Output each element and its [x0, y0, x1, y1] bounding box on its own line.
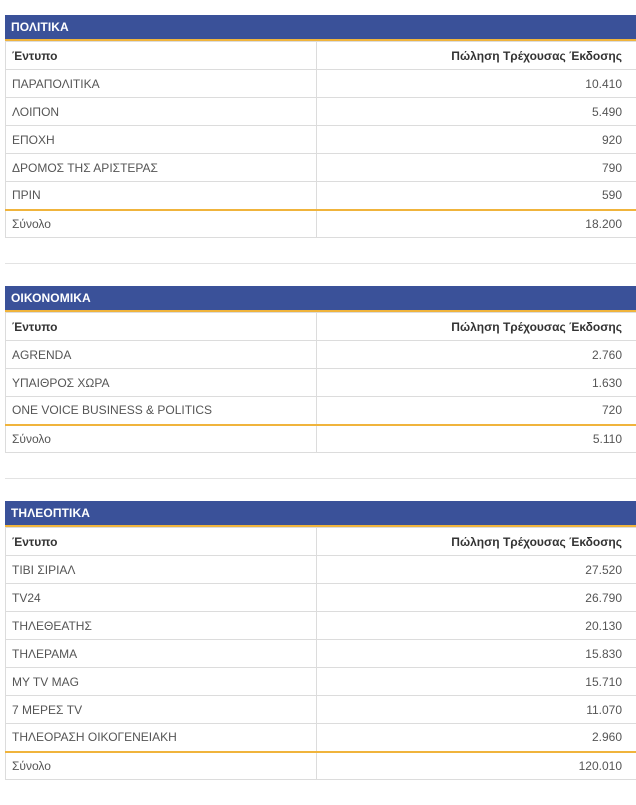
sales-value: 2.760 — [317, 341, 636, 369]
section-title: ΟΙΚΟΝΟΜΙΚΑ — [5, 286, 636, 312]
sales-value: 5.490 — [317, 98, 636, 126]
publication-name: ΤΗΛΕΘΕΑΤΗΣ — [6, 612, 317, 640]
sales-value: 26.790 — [317, 584, 636, 612]
publication-name: MY TV MAG — [6, 668, 317, 696]
table-row — [6, 584, 636, 612]
column-header-sales: Πώληση Τρέχουσας Έκδοσης — [317, 528, 636, 556]
column-header-publication: Έντυπο — [6, 313, 317, 341]
publication-name: ONE VOICE BUSINESS & POLITICS — [6, 397, 317, 425]
table-row — [6, 556, 636, 584]
publication-name: ΕΠΟΧΗ — [6, 126, 317, 154]
table-row — [6, 724, 636, 752]
section-tileoptika — [5, 501, 636, 780]
total-label: Σύνολο — [6, 210, 317, 238]
table-row — [6, 70, 636, 98]
publication-name: ΥΠΑΙΘΡΟΣ ΧΩΡΑ — [6, 369, 317, 397]
total-row — [6, 752, 636, 780]
sales-value: 920 — [317, 126, 636, 154]
publication-name: ΤΙΒΙ ΣΙΡΙΑΛ — [6, 556, 317, 584]
publication-name: ΤΗΛΕΡΑΜΑ — [6, 640, 317, 668]
sales-value: 15.710 — [317, 668, 636, 696]
table-row — [6, 668, 636, 696]
table-header-row — [6, 42, 636, 70]
section-title: ΤΗΛΕΟΠΤΙΚΑ — [5, 501, 636, 527]
table-row — [6, 182, 636, 210]
publication-name: ΠΡΙΝ — [6, 182, 317, 210]
table-row — [6, 612, 636, 640]
table-row — [6, 640, 636, 668]
sales-table — [5, 312, 636, 453]
total-row — [6, 425, 636, 453]
table-row — [6, 126, 636, 154]
table-header-row — [6, 528, 636, 556]
total-label: Σύνολο — [6, 752, 317, 780]
sales-value: 27.520 — [317, 556, 636, 584]
publication-name: 7 ΜΕΡΕΣ TV — [6, 696, 317, 724]
total-label: Σύνολο — [6, 425, 317, 453]
column-header-publication: Έντυπο — [6, 42, 317, 70]
total-value: 18.200 — [317, 210, 636, 238]
column-header-sales: Πώληση Τρέχουσας Έκδοσης — [317, 42, 636, 70]
sales-value: 790 — [317, 154, 636, 182]
table-row — [6, 154, 636, 182]
sales-value: 1.630 — [317, 369, 636, 397]
total-row — [6, 210, 636, 238]
section-title: ΠΟΛΙΤΙΚΑ — [5, 15, 636, 41]
sales-value: 2.960 — [317, 724, 636, 752]
publication-name: TV24 — [6, 584, 317, 612]
section-oikonomika — [5, 286, 636, 453]
publication-name: ΠΑΡΑΠΟΛΙΤΙΚΑ — [6, 70, 317, 98]
sales-table — [5, 41, 636, 238]
section-divider — [5, 263, 636, 264]
sales-value: 10.410 — [317, 70, 636, 98]
section-divider — [5, 478, 636, 479]
table-row — [6, 341, 636, 369]
sales-value: 20.130 — [317, 612, 636, 640]
table-row — [6, 98, 636, 126]
column-header-sales: Πώληση Τρέχουσας Έκδοσης — [317, 313, 636, 341]
section-politika — [5, 15, 636, 238]
column-header-publication: Έντυπο — [6, 528, 317, 556]
sales-value: 15.830 — [317, 640, 636, 668]
table-row — [6, 696, 636, 724]
publication-name: ΔΡΟΜΟΣ ΤΗΣ ΑΡΙΣΤΕΡΑΣ — [6, 154, 317, 182]
sales-value: 720 — [317, 397, 636, 425]
total-value: 5.110 — [317, 425, 636, 453]
table-row — [6, 369, 636, 397]
publication-name: ΤΗΛΕΟΡΑΣΗ ΟΙΚΟΓΕΝΕΙΑΚΗ — [6, 724, 317, 752]
sales-table — [5, 527, 636, 780]
publication-name: AGRENDA — [6, 341, 317, 369]
sales-value: 11.070 — [317, 696, 636, 724]
table-header-row — [6, 313, 636, 341]
total-value: 120.010 — [317, 752, 636, 780]
table-row — [6, 397, 636, 425]
sales-value: 590 — [317, 182, 636, 210]
publication-name: ΛΟΙΠΟΝ — [6, 98, 317, 126]
